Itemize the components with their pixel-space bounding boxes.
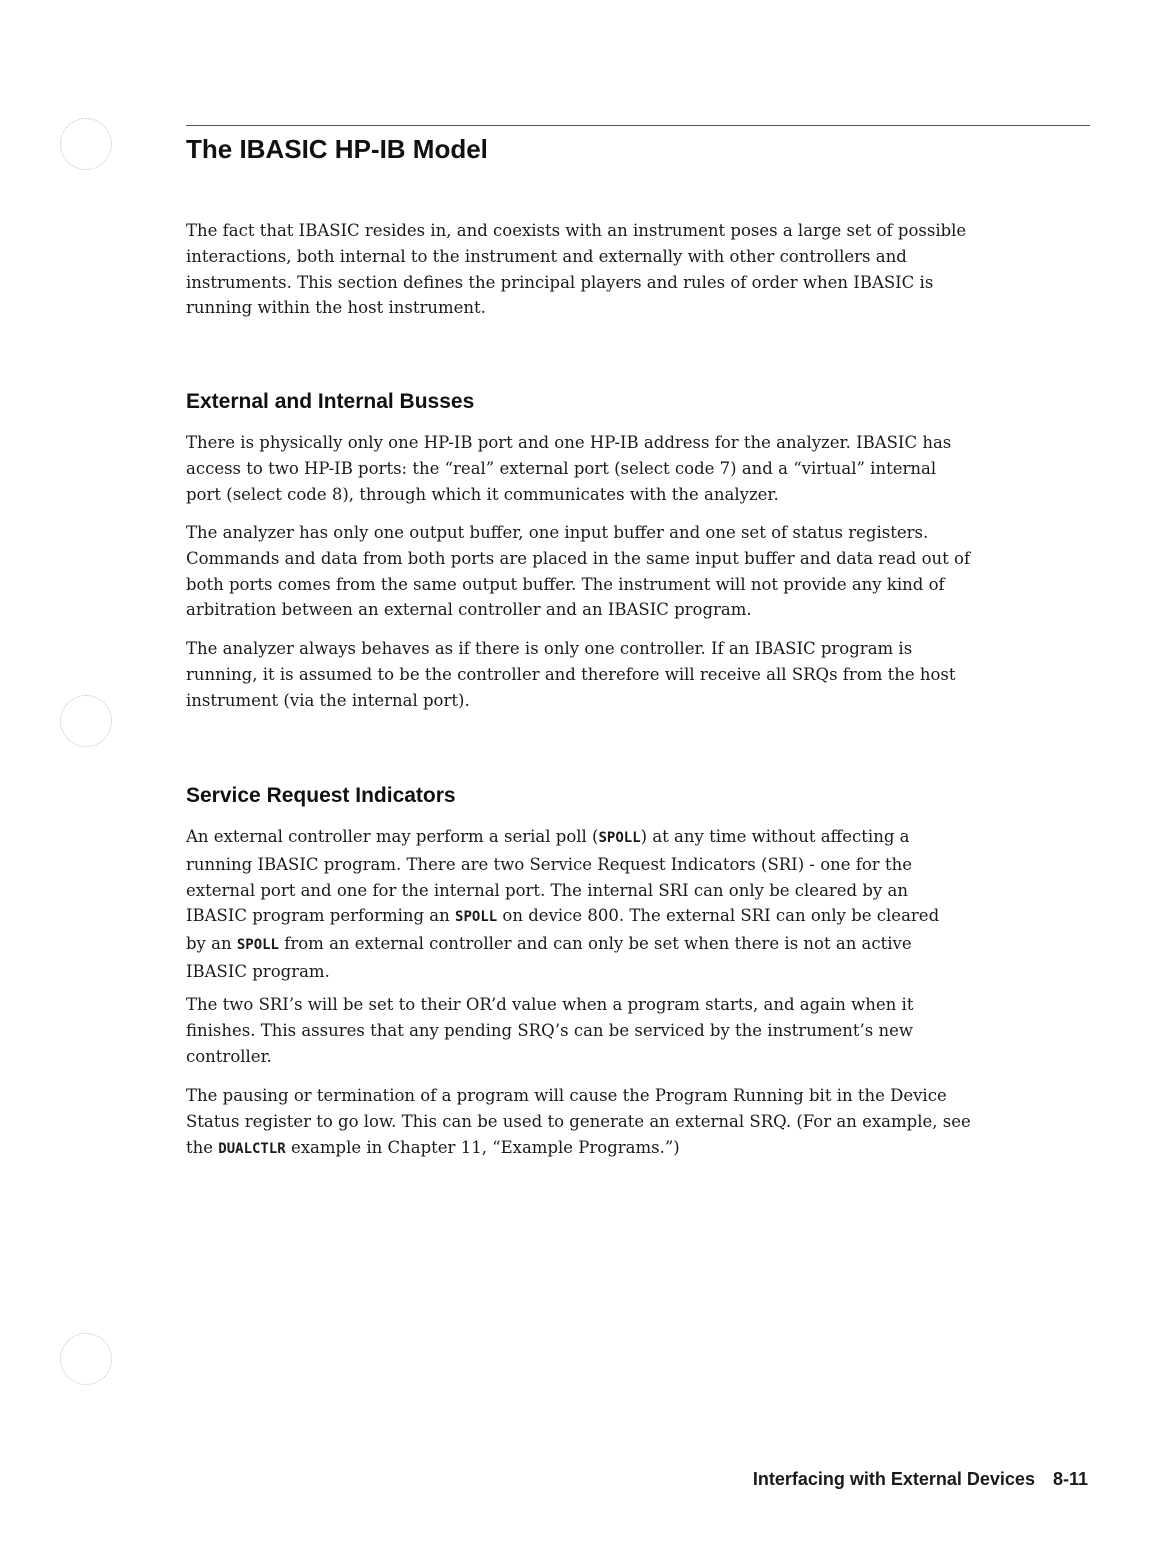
text-line: instruments. This section defines the principal players and rules of order when IBASIC is: [186, 272, 934, 292]
binder-hole-top: [60, 118, 112, 170]
code-dualctlr: DUALCTLR: [218, 1140, 286, 1157]
busses-paragraph-2: [186, 520, 1092, 623]
text-line: The analyzer always behaves as if there is only one controller. If an IBASIC program is: [186, 639, 913, 658]
text-line: arbitration between an external controller and an IBASIC program.: [186, 600, 752, 620]
page-number: 8-11: [1052, 1469, 1088, 1489]
text-line: the DUALCTLR example in Chapter 11, “Example Programs.”): [186, 1137, 680, 1157]
sri-paragraph-1: [186, 824, 1092, 985]
code-spoll: SPOLL: [455, 909, 498, 926]
page-footer: [753, 1469, 1088, 1490]
text-line: IBASIC program.: [186, 961, 330, 981]
text-line: external port and one for the internal port. The internal SRI can only be cleared by an: [186, 880, 908, 900]
code-spoll: SPOLL: [598, 830, 641, 846]
title-rule: [186, 125, 1090, 126]
busses-paragraph-3: [186, 636, 1092, 713]
footer-chapter-title: Interfacing with External Devices: [752, 1469, 1035, 1489]
text-line: by an SPOLL from an external controller and can only be set when there is not an active: [186, 934, 912, 954]
text-line: access to two HP-IB ports: the “real” external port (select code 7) and a “virtual” internal: [186, 458, 937, 478]
code-spoll: SPOLL: [236, 937, 279, 954]
busses-paragraph-1: [186, 430, 1092, 507]
text-line: running, it is assumed to be the controller and therefore will receive all SRQs from the host: [186, 664, 956, 684]
text-line: IBASIC program performing an SPOLL on device 800. The external SRI can only be cleared: [186, 906, 940, 926]
text-line: The two SRI’s will be set to their OR’d value when a program starts, and again when it: [186, 995, 914, 1014]
binder-hole-bottom: [60, 1333, 112, 1385]
text-line: The fact that IBASIC resides in, and coexists with an instrument poses a large set of possible: [186, 221, 967, 240]
text-line: The analyzer has only one output buffer, one input buffer and one set of status registers.: [186, 523, 929, 542]
text-line: port (select code 8), through which it communicates with the analyzer.: [186, 484, 779, 504]
text-line: both ports comes from the same output buffer. The instrument will not provide any kind of: [186, 574, 945, 594]
binder-hole-middle: [60, 695, 112, 747]
text-line: The pausing or termination of a program will cause the Program Running bit in the Device: [186, 1086, 947, 1105]
sri-paragraph-3: [186, 1083, 1092, 1162]
text-line: controller.: [186, 1046, 272, 1066]
text-line: Commands and data from both ports are placed in the same input buffer and data read out of: [186, 548, 971, 568]
text-line: running within the host instrument.: [186, 298, 486, 318]
section-heading-sri: Service Request Indicators: [186, 784, 456, 807]
section-heading-busses: External and Internal Busses: [186, 390, 475, 413]
sri-paragraph-2: [186, 992, 1092, 1069]
text-line: running IBASIC program. There are two Service Request Indicators (SRI) - one for the: [186, 854, 912, 874]
text-line: instrument (via the internal port).: [186, 690, 470, 710]
text-line: An external controller may perform a serial poll (SPOLL) at any time without affecting a: [186, 827, 910, 846]
page-title: The IBASIC HP-IB Model: [186, 134, 488, 164]
text-line: There is physically only one HP-IB port and one HP-IB address for the analyzer. IBASIC has: [186, 433, 952, 452]
text-line: Status register to go low. This can be used to generate an external SRQ. (For an example, see: [186, 1111, 971, 1131]
text-line: interactions, both internal to the instrument and externally with other controllers and: [186, 246, 907, 266]
text-line: finishes. This assures that any pending SRQ’s can be serviced by the instrument’s new: [186, 1020, 913, 1040]
intro-paragraph: [186, 218, 1092, 321]
